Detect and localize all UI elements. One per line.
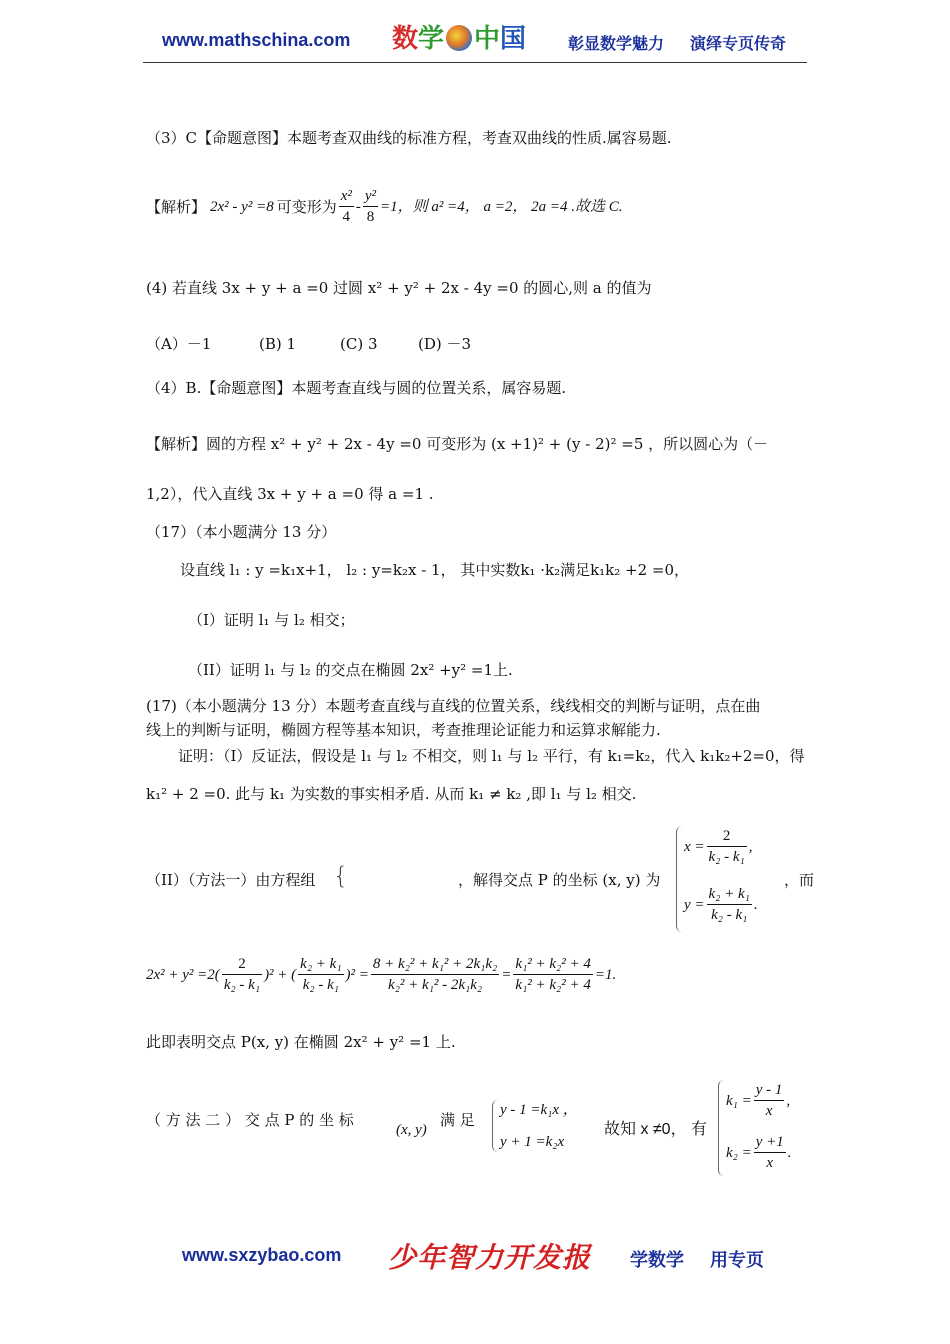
q17-m2-text-b: 满 足 bbox=[440, 1111, 475, 1129]
q3-lead: 2x² - y² =8 bbox=[210, 198, 274, 215]
q17-m1-brace-small: { bbox=[333, 862, 349, 890]
q17-intro-line-1: (17)（本小题满分 13 分）本题考查直线与直线的位置关系，线线相交的判断与证明，点在曲 bbox=[146, 697, 761, 715]
calc-frac-2: $\frac{\text{k₂ + k₁}}{\text{k₂ - k₁}}$ bbox=[300, 956, 342, 993]
q3-analysis: 【解析】 2x² - y² =8 可变形为 $\frac{\text{x²}}{4}$ - $\frac{\text{y²}}{8}$ =1，则 a² =4， a =2， 2a =4 .故选 C. bbox=[146, 188, 623, 225]
q3-frac-y: $\frac{\text{y²}}{8}$ bbox=[364, 188, 377, 225]
q17-m2-sys-1: y - 1 =k₁x ， bbox=[500, 1102, 578, 1118]
q17-part-2: （II）证明 l₁ 与 l₂ 的交点在椭圆 2x² +y² =1上. bbox=[188, 661, 513, 679]
footer-brand-logo: 少年智力开发报 bbox=[388, 1241, 592, 1274]
q3-mid: 可变形为 bbox=[276, 197, 337, 216]
q17-m1-y-frac: $\frac{\text{k₂ + k₁}}{\text{k₂ - k₁}}$ bbox=[708, 886, 750, 923]
q4-answer: （4）B.【命题意图】本题考查直线与圆的位置关系，属容易题. bbox=[146, 379, 567, 397]
q4-analysis-line-2: 1,2），代入直线 3x + y + a =0 得 a =1 . bbox=[146, 485, 434, 503]
header-logo bbox=[392, 24, 526, 54]
q17-m1-text-b: ，解得交点 P 的坐标 (x, y) 为 bbox=[458, 871, 661, 889]
q3-frac-x: $\frac{\text{x²}}{4}$ bbox=[340, 188, 352, 225]
footer-slogan-1: 学数学 bbox=[630, 1250, 684, 1271]
logo-char-3: 中 bbox=[474, 24, 501, 54]
q17-m1-text-c: ，而 bbox=[784, 871, 815, 889]
q17-m2-k1-frac: $\frac{y - 1}{x}$ bbox=[755, 1082, 783, 1119]
q17-intro-line-2: 线上的判断与证明，椭圆方程等基本知识，考查推理论证能力和运算求解能力. bbox=[146, 721, 661, 739]
q4-option-d: (D) －3 bbox=[418, 335, 472, 353]
logo-char-4: 国 bbox=[500, 24, 527, 54]
q4-option-c: (C) 3 bbox=[340, 335, 378, 353]
q4-question: (4) 若直线 3x + y + a =0 过圆 x² + y² + 2x - 4y =0 的圆心,则 a 的值为 bbox=[146, 279, 652, 297]
q17-calculation: 2x² + y² =2( $\frac{2}{\text{k₂ - k₁}}$ )² + ( $\frac{\text{k₂ + k₁}}{\text{k₂ - k₁}}$ )² = $\frac{\text{8 + k₂² + k₁² + 2k₁k₂}}{\text{k₂² + k₁² - 2k₁k₂}}$ = $\frac{\text{k₁² + k₂² + 4}}{\text{k₁² + k₂² + 4}}$ =1. bbox=[146, 956, 617, 993]
q4-option-b: (B) 1 bbox=[259, 335, 297, 353]
q17-m2-k2-frac: $\frac{y +1}{x}$ bbox=[755, 1134, 784, 1171]
q17-m1-x-frac: $\frac{2}{\text{k₂ - k₁}}$ bbox=[708, 828, 745, 865]
footer-slogan-2: 用专页 bbox=[710, 1250, 764, 1271]
q17-setup: 设直线 l₁ : y =k₁x+1， l₂ : y=k₂x - 1， 其中实数k₁ ·k₂满足k₁k₂ +2 =0， bbox=[180, 561, 690, 579]
q4-option-a: （A）－1 bbox=[146, 335, 212, 353]
q17-m2-k1: k₁ = $\frac{y - 1}{x}$ , bbox=[726, 1082, 791, 1119]
logo-char-1: 数 bbox=[392, 24, 419, 54]
footer-url-link[interactable]: www.sxzybao.com bbox=[182, 1245, 342, 1265]
logo-char-2: 学 bbox=[418, 24, 445, 54]
header-slogan-1: 彰显数学魅力 bbox=[568, 34, 665, 53]
q17-m1-conclusion: 此即表明交点 P(x, y) 在椭圆 2x² + y² =1 上. bbox=[146, 1033, 456, 1051]
q17-proof-line-1: 证明：（I）反证法，假设是 l₁ 与 l₂ 不相交，则 l₁ 与 l₂ 平行，有 k₁=k₂，代入 k₁k₂+2=0，得 bbox=[178, 747, 805, 765]
q17-m2-xy: (x, y) bbox=[396, 1122, 427, 1138]
calc-frac-1: $\frac{2}{\text{k₂ - k₁}}$ bbox=[223, 956, 261, 993]
header-divider bbox=[143, 62, 807, 63]
q17-m1-x-expr: x = $\frac{2}{\text{k₂ - k₁}}$ , bbox=[684, 828, 753, 865]
q17-m2-text-c: 故知 x ≠0， 有 bbox=[604, 1121, 708, 1138]
q4-analysis-line-1: 【解析】圆的方程 x² + y² + 2x - 4y =0 可变形为 (x +1)² + (y - 2)² =5 ，所以圆心为（－ bbox=[146, 435, 769, 453]
q3-tail: =1，则 a² =4， a =2， 2a =4 .故选 C. bbox=[380, 198, 623, 215]
q3-analysis-label: 【解析】 bbox=[146, 197, 207, 216]
q17-part-1: （I）证明 l₁ 与 l₂ 相交； bbox=[188, 611, 355, 629]
globe-icon bbox=[446, 25, 472, 51]
q17-m1-text-a: （II）（方法一）由方程组 bbox=[146, 871, 316, 889]
q17-m1-y-expr: y = $\frac{\text{k₂ + k₁}}{\text{k₂ - k₁}}$ . bbox=[684, 886, 758, 923]
q17-m2-text-a: （ 方 法 二 ） 交 点 P 的 坐 标 bbox=[146, 1111, 354, 1129]
q3-answer: （3）C【命题意图】本题考查双曲线的标准方程，考查双曲线的性质.属容易题. bbox=[146, 129, 672, 147]
header-url-link[interactable]: www.mathschina.com bbox=[162, 30, 351, 50]
calc-frac-4: $\frac{\text{k₁² + k₂² + 4}}{\text{k₁² + k₂² + 4}}$ bbox=[515, 956, 591, 993]
q17-m2-system-brace bbox=[492, 1100, 499, 1152]
q17-title: （17）（本小题满分 13 分） bbox=[146, 523, 337, 541]
q17-m2-k2: k₂ = $\frac{y +1}{x}$ . bbox=[726, 1134, 792, 1171]
calc-frac-3: $\frac{\text{8 + k₂² + k₁² + 2k₁k₂}}{\text{k₂² + k₁² - 2k₁k₂}}$ bbox=[372, 956, 498, 993]
q17-m2-sys-2: y + 1 =k₂x bbox=[500, 1134, 565, 1150]
header-slogan-2: 演绎专页传奇 bbox=[690, 34, 787, 53]
q17-proof-line-2: k₁² + 2 =0. 此与 k₁ 为实数的事实相矛盾. 从而 k₁ ≠ k₂ ,即 l₁ 与 l₂ 相交. bbox=[146, 785, 637, 803]
